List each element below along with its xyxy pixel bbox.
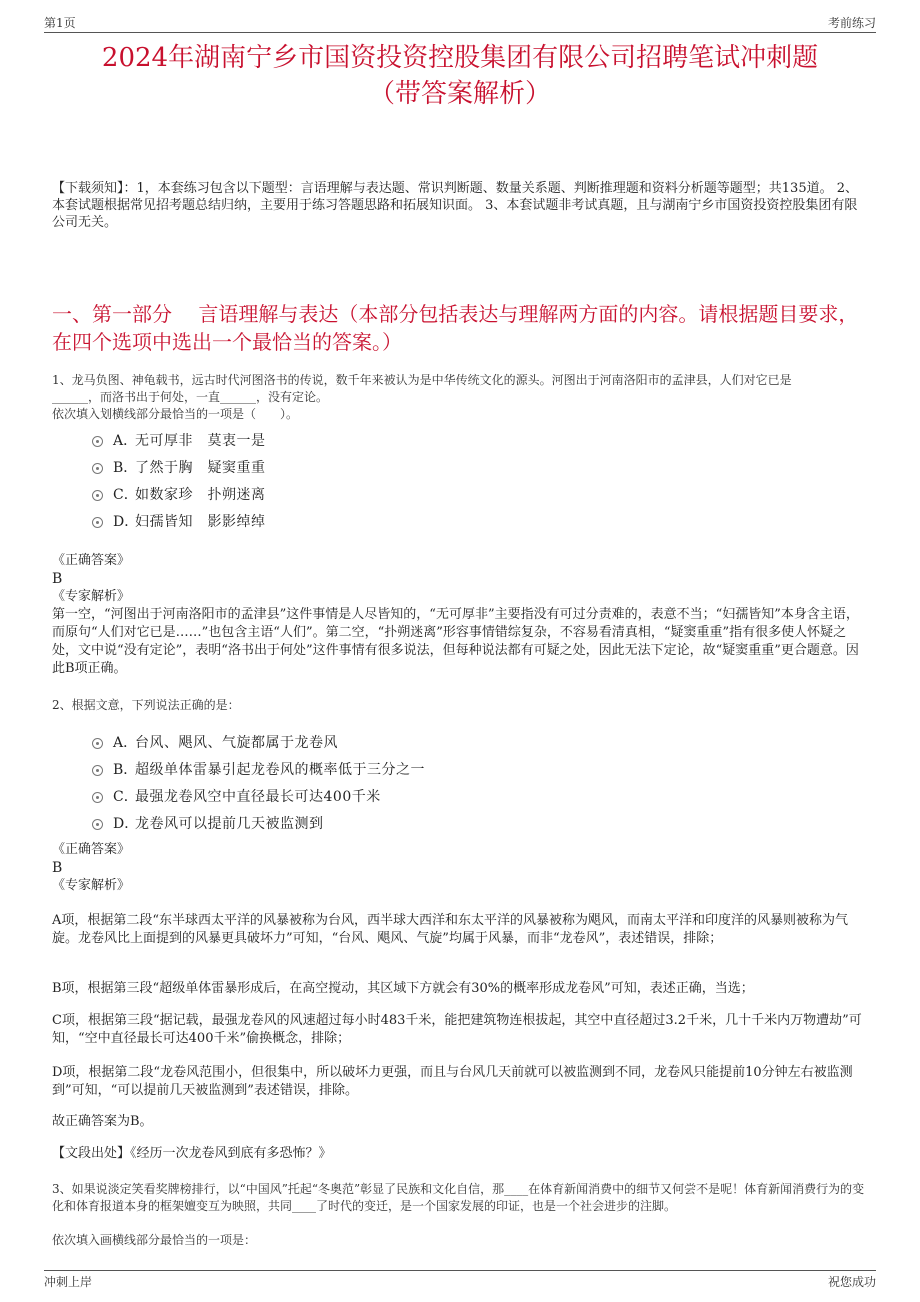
option-letter: B． bbox=[113, 459, 138, 476]
question-1-answer-block bbox=[52, 552, 868, 678]
analysis-option-d: D项，根据第二段“龙卷风范围小，但很集中，所以破坏力更强，而且与台风几天前就可以被监测到不同，龙卷风只能提前10分钟左右被监测到”可知，“可以提前几天被监测到”表述错误，排除。 bbox=[52, 1065, 853, 1098]
option-letter: B． bbox=[113, 761, 138, 778]
option-b[interactable] bbox=[92, 755, 425, 782]
analysis-option-b: B项，根据第三段“超级单体雷暴形成后，在高空搅动，其区域下方就会有30%的概率形成龙卷风”可知，表述正确，当选； bbox=[52, 981, 754, 996]
option-text: 台风、飓风、气旋都属于龙卷风 bbox=[135, 734, 338, 751]
radio-icon[interactable] bbox=[92, 765, 103, 776]
question-1-line-3: 依次填入划横线部分最恰当的一项是（ ）。 bbox=[52, 407, 299, 421]
title-line-1: 2024年湖南宁乡市国资投资控股集团有限公司招聘笔试冲刺题 bbox=[101, 43, 819, 73]
page-number: 第1页 bbox=[44, 16, 76, 30]
analysis-label: 《专家解析》 bbox=[52, 878, 131, 893]
analysis-text: 第一空，“河图出于河南洛阳市的孟津县”这件事情是人尽皆知的，“无可厚非”主要指没有可过分责难的，表意不当；“妇孺皆知”本身含主语，而原句“人们对它已是……”也包含主语“人们”。第二空，“扑朔迷离”形容事情错综复杂，不容易看清真相，“疑窦重重”指有很多使人怀疑之处，文中说“没有定论”，表明“洛书出于何处”这件事情有很多说法，但每种说法都有可疑之处，因此无法下定论，故“疑窦重重”更合题意。因此B项正确。 bbox=[52, 607, 859, 676]
radio-icon[interactable] bbox=[92, 819, 103, 830]
option-text: 妇孺皆知 影影绰绰 bbox=[135, 513, 266, 530]
analysis-conclusion: 故正确答案为B。 bbox=[52, 1114, 153, 1129]
question-2-options bbox=[92, 728, 425, 836]
answer-value: B bbox=[52, 860, 63, 876]
option-c[interactable] bbox=[92, 480, 266, 507]
option-text: 超级单体雷暴引起龙卷风的概率低于三分之一 bbox=[135, 761, 425, 778]
header-label: 考前练习 bbox=[827, 16, 876, 30]
radio-icon[interactable] bbox=[92, 436, 103, 447]
analysis-option-c: C项，根据第三段“据记载，最强龙卷风的风速超过每小时483千米，能把建筑物连根拔起，其空中直径超过3.2千米，几十千米内万物遭劫”可知，“空中直径最长可达400千米”偷换概念，排除； bbox=[52, 1013, 862, 1046]
radio-icon[interactable] bbox=[92, 463, 103, 474]
option-text: 如数家珍 扑朔迷离 bbox=[135, 486, 266, 503]
question-3-prompt: 依次填入画横线部分最恰当的一项是： bbox=[52, 1233, 257, 1247]
answer-label: 《正确答案》 bbox=[52, 553, 131, 568]
option-letter: D． bbox=[113, 815, 139, 832]
option-d[interactable] bbox=[92, 809, 425, 836]
radio-icon[interactable] bbox=[92, 792, 103, 803]
option-text: 最强龙卷风空中直径最长可达400千米 bbox=[135, 788, 381, 805]
radio-icon[interactable] bbox=[92, 517, 103, 528]
option-text: 了然于胸 疑窦重重 bbox=[135, 459, 266, 476]
option-letter: C． bbox=[113, 486, 138, 503]
footer-right-label: 祝您成功 bbox=[827, 1275, 876, 1289]
analysis-option-a: A项，根据第二段“东半球西太平洋的风暴被称为台风，西半球大西洋和东太平洋的风暴被称为飓风，而南太平洋和印度洋的风暴则被称为气旋。龙卷风比上面提到的风暴更具破坏力”可知，“台风、飓风、气旋”均属于风暴，而非“龙卷风”，表述错误，排除； bbox=[52, 913, 849, 946]
analysis-label: 《专家解析》 bbox=[52, 589, 131, 604]
download-notice: 【下载须知】：1，本套练习包含以下题型：言语理解与表达题、常识判断题、数量关系题、判断推理题和资料分析题等题型；共135道。 2、本套试题根据常见招考题总结归纳，主要用于练习答题思路和拓展知识面。 3、本套试题非考试真题，且与湖南宁乡市国资投资控股集团有限公司无关。 bbox=[52, 181, 858, 230]
question-2-answer-block bbox=[52, 841, 868, 895]
question-1-stem bbox=[52, 372, 868, 423]
question-2-stem: 2、根据文意，下列说法正确的是： bbox=[52, 698, 240, 712]
option-b[interactable] bbox=[92, 453, 266, 480]
option-a[interactable] bbox=[92, 426, 266, 453]
question-1-options bbox=[92, 426, 266, 534]
radio-icon[interactable] bbox=[92, 490, 103, 501]
radio-icon[interactable] bbox=[92, 738, 103, 749]
option-letter: A． bbox=[113, 432, 138, 449]
source-citation: 【文段出处】《经历一次龙卷风到底有多恐怖？》 bbox=[52, 1146, 332, 1161]
section-heading: 一、第一部分 言语理解与表达（本部分包括表达与理解两方面的内容。请根据题目要求，在四个选项中选出一个最恰当的答案。） bbox=[52, 302, 859, 354]
answer-label: 《正确答案》 bbox=[52, 842, 131, 857]
title-line-2: （带答案解析） bbox=[368, 79, 551, 109]
question-3-stem: 3、如果说淡定笑看奖牌榜排行，以“中国风”托起“冬奥范”彰显了民族和文化自信，那____在体育新闻消费中的细节又何尝不是呢！体育新闻消费行为的变化和体育报道本身的框架嬗变互为映照，共同____了时代的变迁，是一个国家发展的印证，也是一个社会进步的注脚。 bbox=[52, 1182, 865, 1213]
option-letter: A． bbox=[113, 734, 138, 751]
option-a[interactable] bbox=[92, 728, 425, 755]
footer-left-label: 冲刺上岸 bbox=[44, 1275, 93, 1289]
option-text: 龙卷风可以提前几天被监测到 bbox=[135, 815, 324, 832]
option-c[interactable] bbox=[92, 782, 425, 809]
page-title bbox=[44, 40, 876, 112]
option-letter: D． bbox=[113, 513, 139, 530]
option-letter: C． bbox=[113, 788, 138, 805]
question-1-line-1: 1、龙马负图、神龟载书，远古时代河图洛书的传说，数千年来被认为是中华传统文化的源头。河图出于河南洛阳市的孟津县，人们对它已是 bbox=[52, 373, 792, 387]
option-text: 无可厚非 莫衷一是 bbox=[135, 432, 266, 449]
answer-value: B bbox=[52, 571, 63, 587]
header-divider bbox=[44, 32, 876, 33]
question-1-line-2: ______，而洛书出于何处，一直______，没有定论。 bbox=[52, 390, 329, 404]
footer-divider bbox=[44, 1270, 876, 1271]
option-d[interactable] bbox=[92, 507, 266, 534]
